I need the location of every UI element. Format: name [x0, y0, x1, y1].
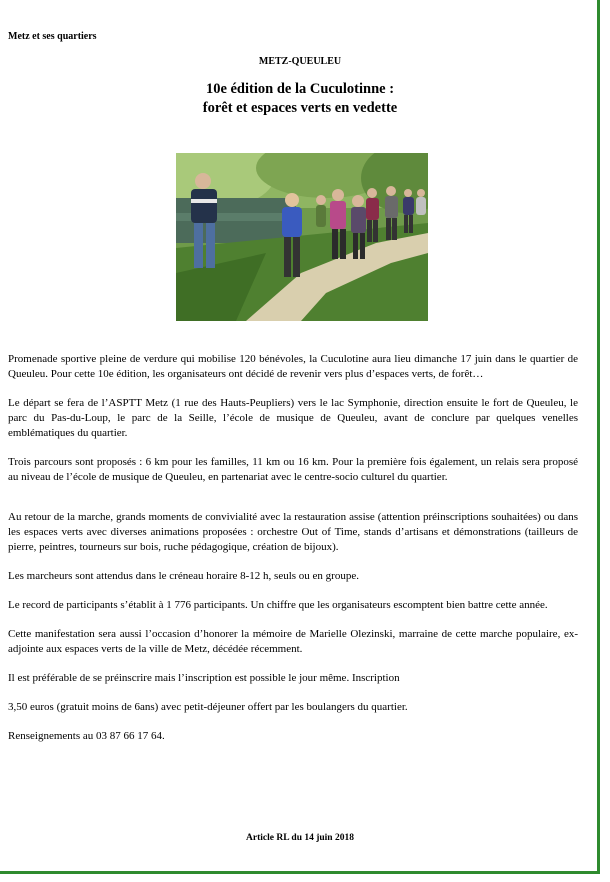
district-heading: METZ-QUEULEU	[258, 56, 342, 67]
paragraph-price: 3,50 euros (gratuit moins de 6ans) avec petit-déjeuner offert par les boulangers du quartier.	[8, 701, 408, 713]
article-body	[8, 352, 578, 758]
paragraph-tribute: Cette manifestation sera aussi l’occasion d’honorer la mémoire de Marielle Olezinski, marraine de cette marche populaire, ex-adjointe aux espaces verts de la ville de Metz, décédée récemment.	[8, 628, 578, 655]
paragraph-record: Le record de participants s’établit à 1 776 participants. Un chiffre que les organisateurs escomptent bien battre cette année.	[8, 599, 548, 611]
paragraph-contact: Renseignements au 03 87 66 17 64.	[8, 730, 165, 742]
paragraph-route: Le départ se fera de l’ASPTT Metz (1 rue des Hauts-Peupliers) vers le lac Symphonie, direction ensuite le fort de Queuleu, le parc du Pas-du-Loup, le parc de la Seille, l’école de musique de Queuleu, avant de conclure par quelques venelles emblématiques du quartier.	[8, 397, 578, 439]
paragraph-intro: Promenade sportive pleine de verdure qui mobilise 120 bénévoles, la Cuculotine aura lieu dimanche 17 juin dans le quartier de Queuleu. Pour cette 10e édition, les organisateurs ont décidé de revenir vers plus d’espaces verts, de forêt…	[8, 353, 578, 380]
walkers-photo	[176, 153, 428, 321]
paragraph-schedule: Les marcheurs sont attendus dans le créneau horaire 8-12 h, seuls ou en groupe.	[8, 570, 359, 582]
section-label: Metz et ses quartiers	[8, 31, 97, 42]
title-line-2: forêt et espaces verts en vedette	[202, 100, 398, 116]
paragraph-courses: Trois parcours sont proposés : 6 km pour les familles, 11 km ou 16 km. Pour la première fois également, un relais sera proposé au niveau de l’école de musique de Queuleu, en partenariat avec le centre-socio culturel du quartier.	[8, 456, 578, 483]
article-source: Article RL du 14 juin 2018	[246, 833, 354, 843]
article-title	[0, 80, 600, 118]
title-line-1: 10e édition de la Cuculotinne :	[205, 81, 395, 97]
paragraph-return: Au retour de la marche, grands moments de convivialité avec la restauration assise (attention préinscriptions souhaitées) ou dans les espaces verts avec diverses animations proposées : orchestre Out of Time, stands d’artisans et démonstrations (tailleurs de pierre, peintres, tourneurs sur bois, ruche pédagogique, création de bijoux).	[8, 511, 578, 553]
paragraph-registration: Il est préférable de se préinscrire mais l’inscription est possible le jour même. Inscription	[8, 672, 400, 684]
